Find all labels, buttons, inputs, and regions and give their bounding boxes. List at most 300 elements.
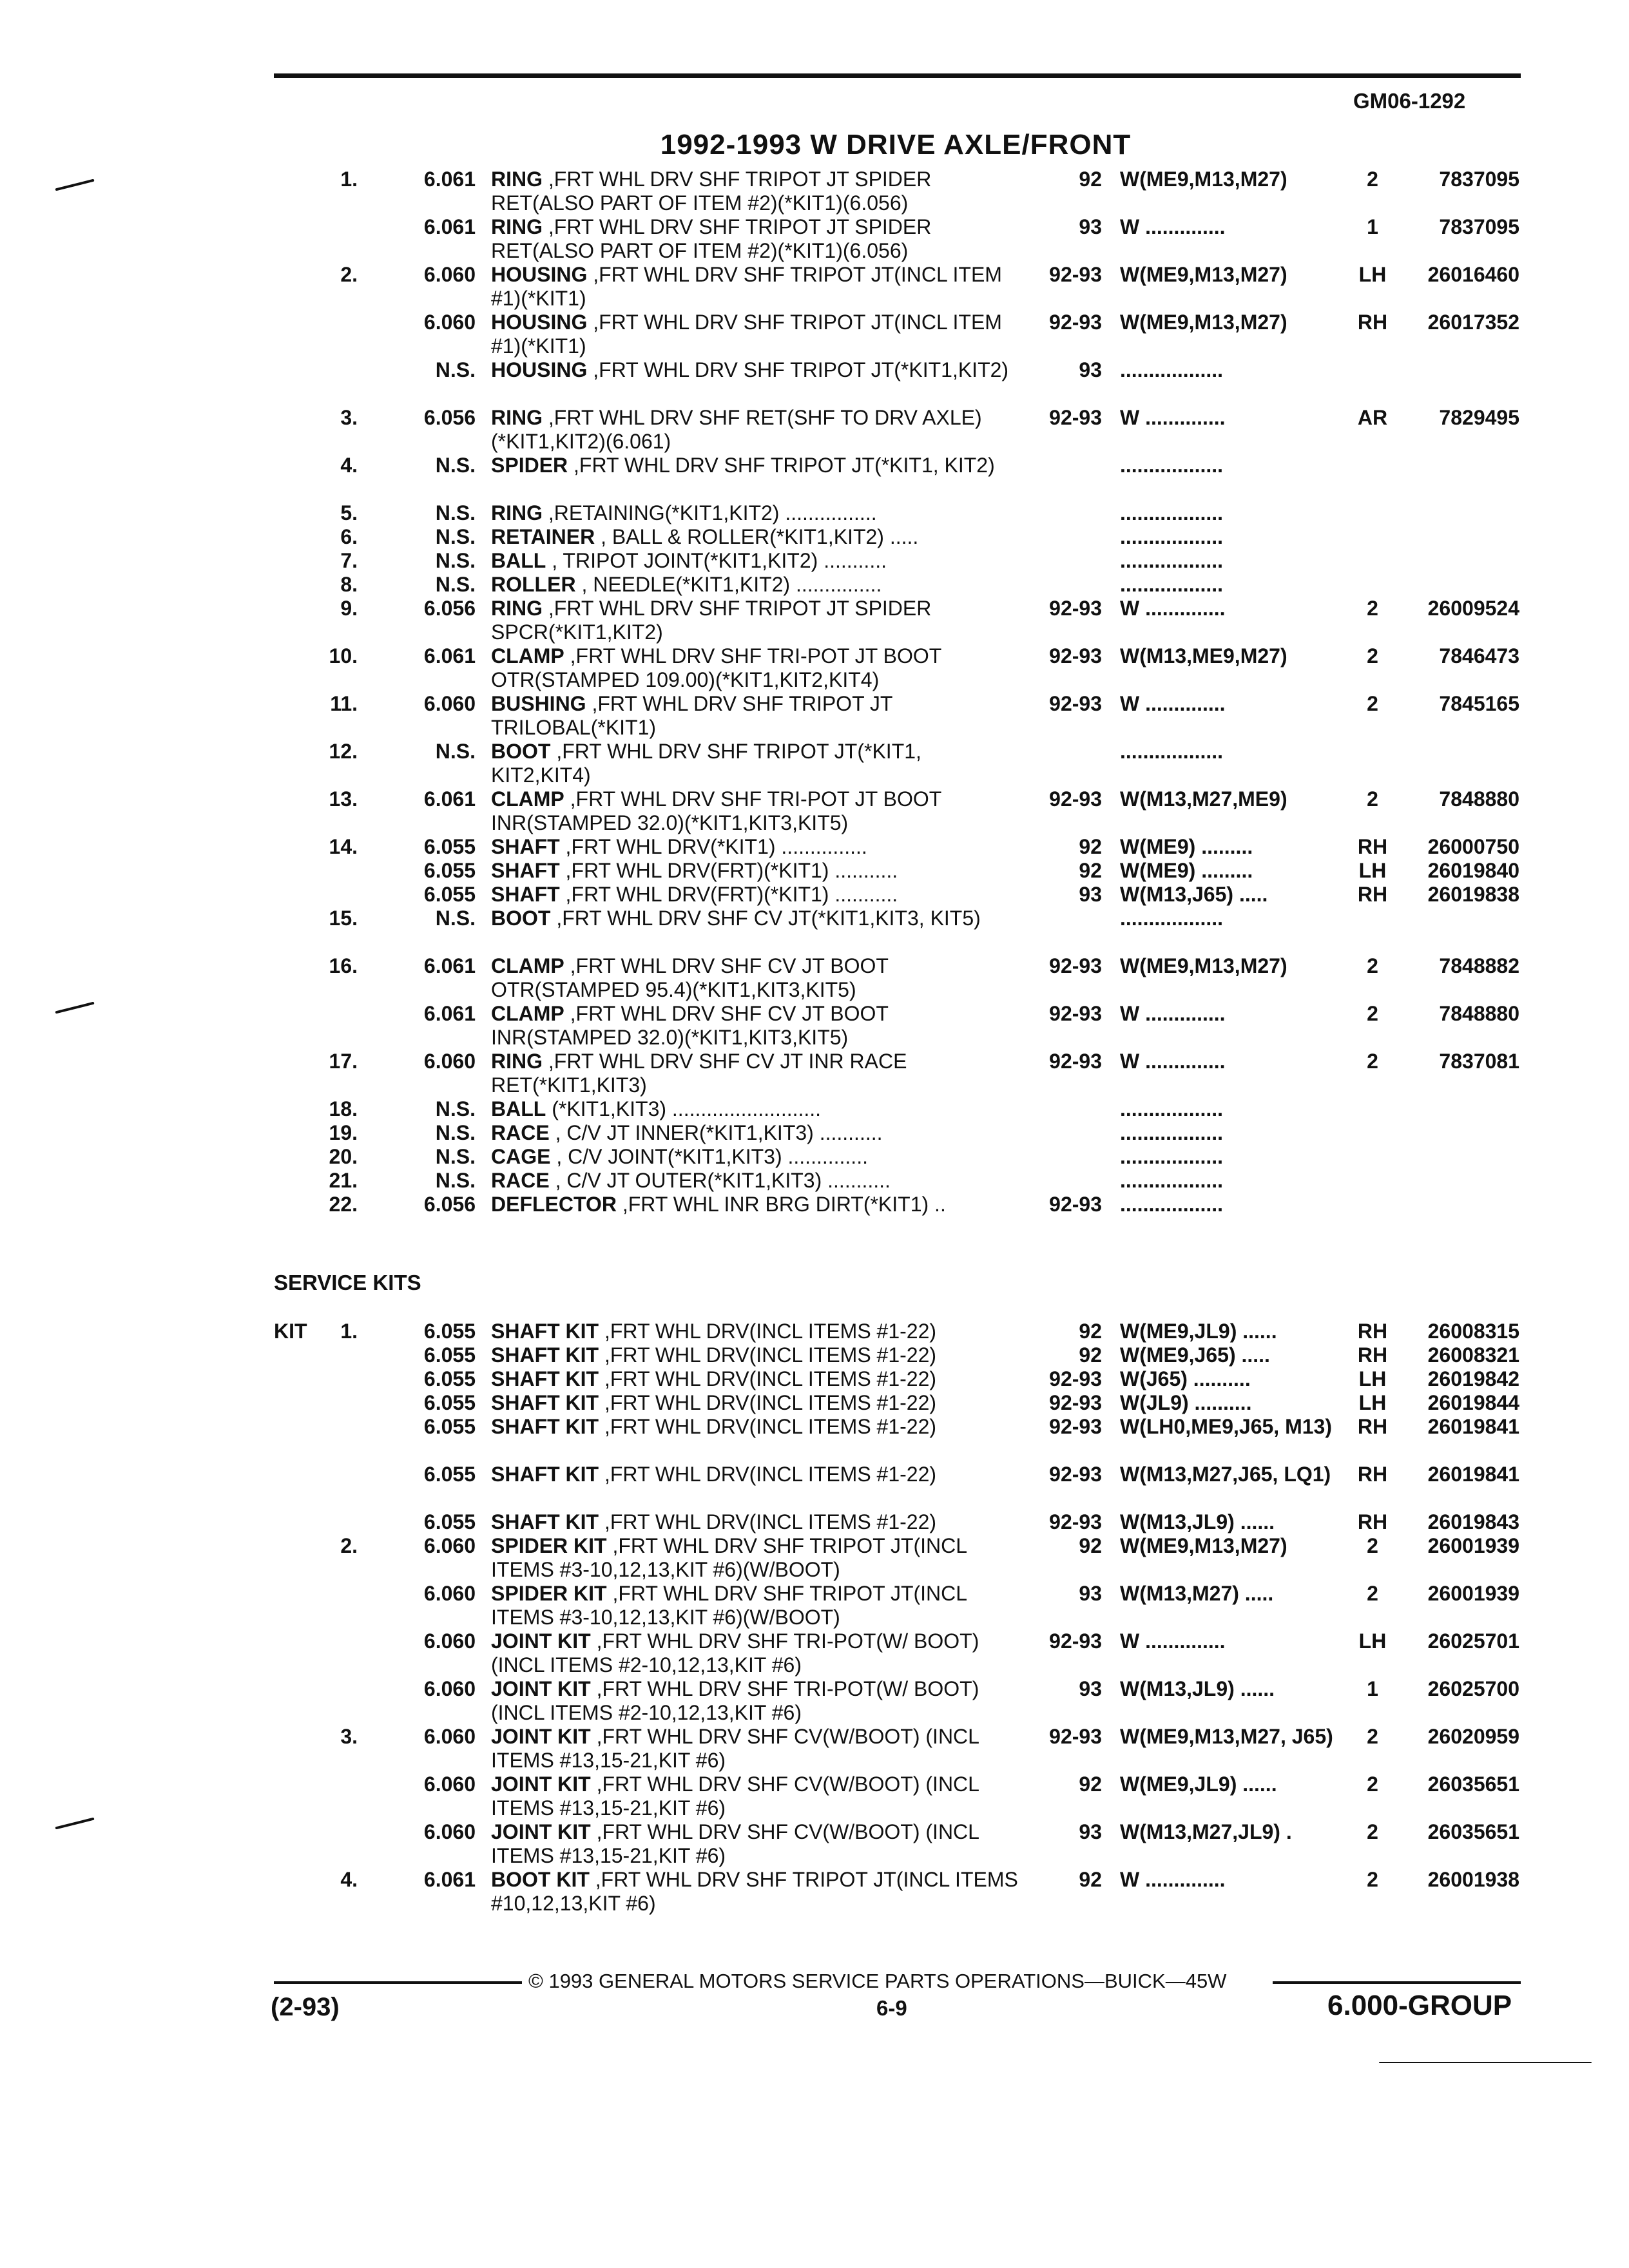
quantity: AR xyxy=(1357,406,1388,429)
model-year: 93 xyxy=(1079,215,1102,238)
part-name: RETAINER xyxy=(491,525,595,548)
application: W(ME9,JL9) ...... xyxy=(1120,1320,1277,1343)
part-detail: ,FRT WHL DRV SHF TRIPOT JT(INCL ITEM #1)(*KIT1) xyxy=(491,263,1002,310)
application: .................. xyxy=(1120,501,1224,524)
part-name: CLAMP xyxy=(491,1002,564,1025)
part-detail: ,FRT WHL DRV SHF TRIPOT JT SPIDER RET(ALSO PART OF ITEM #2)(*KIT1)(6.056) xyxy=(491,168,932,215)
part-detail: ,FRT WHL DRV(INCL ITEMS #1-22) xyxy=(599,1391,937,1414)
application: W .............. xyxy=(1120,1050,1226,1073)
application: W(JL9) .......... xyxy=(1120,1391,1252,1414)
group-number: 6.060 xyxy=(423,263,476,286)
part-description xyxy=(491,1121,1026,1145)
part-description xyxy=(491,549,1026,573)
quantity: RH xyxy=(1357,1415,1388,1438)
model-year: 92-93 xyxy=(1049,1391,1102,1414)
model-year: 92 xyxy=(1079,168,1102,191)
quantity: 2 xyxy=(1367,1725,1378,1748)
part-detail: ,FRT WHL DRV(FRT)(*KIT1) ........... xyxy=(559,859,898,882)
quantity: RH xyxy=(1357,1510,1388,1533)
group-number: 6.055 xyxy=(423,883,476,906)
part-number: 26001939 xyxy=(1427,1582,1519,1605)
application: W .............. xyxy=(1120,692,1226,715)
part-row xyxy=(0,954,1629,1002)
part-number: 26008315 xyxy=(1427,1320,1519,1343)
model-year: 92-93 xyxy=(1049,644,1102,668)
part-detail: ,FRT WHL DRV SHF CV JT INR RACE RET(*KIT1,KIT3) xyxy=(491,1050,907,1097)
part-detail: ,FRT WHL DRV(INCL ITEMS #1-22) xyxy=(599,1343,937,1367)
part-row xyxy=(0,859,1629,883)
item-number: 3. xyxy=(340,406,358,429)
part-detail: ,FRT WHL DRV SHF TRIPOT JT(*KIT1, KIT2,KIT4) xyxy=(491,740,921,787)
model-year: 92-93 xyxy=(1049,1002,1102,1025)
part-row xyxy=(0,1343,1629,1367)
document-id: GM06-1292 xyxy=(1353,89,1466,113)
part-row xyxy=(0,740,1629,787)
part-name: RACE xyxy=(491,1169,550,1192)
application: W(J65) .......... xyxy=(1120,1367,1251,1390)
part-name: CLAMP xyxy=(491,644,564,668)
group-number: 6.055 xyxy=(423,1510,476,1533)
application: .................. xyxy=(1120,573,1224,596)
model-year: 92 xyxy=(1079,859,1102,882)
application: W .............. xyxy=(1120,1002,1226,1025)
part-name: SHAFT xyxy=(491,835,560,858)
part-row xyxy=(0,1677,1629,1725)
application: .................. xyxy=(1120,358,1224,381)
quantity: 2 xyxy=(1367,597,1378,620)
part-row xyxy=(0,1193,1629,1216)
group-number: 6.061 xyxy=(423,954,476,977)
model-year: 92-93 xyxy=(1049,1463,1102,1486)
application: .................. xyxy=(1120,1193,1224,1216)
quantity: LH xyxy=(1358,1629,1387,1653)
part-name: SPIDER KIT xyxy=(491,1534,607,1557)
part-name: SHAFT KIT xyxy=(491,1391,599,1414)
application: W(ME9,M13,M27) xyxy=(1120,311,1287,334)
quantity: 1 xyxy=(1367,1677,1378,1700)
part-name: CLAMP xyxy=(491,954,564,977)
top-rule xyxy=(274,73,1521,78)
application: W(ME9,JL9) ...... xyxy=(1120,1773,1277,1796)
footer-rule-right xyxy=(1273,1981,1521,1984)
group-number: 6.060 xyxy=(423,1629,476,1653)
group-label: 6.000-GROUP xyxy=(1327,1990,1512,2021)
item-number: 8. xyxy=(340,573,358,596)
part-detail: ,FRT WHL DRV SHF CV JT(*KIT1,KIT3, KIT5) xyxy=(550,907,981,930)
part-description xyxy=(491,1773,1026,1820)
part-number: 7846473 xyxy=(1439,644,1519,668)
part-number: 7837095 xyxy=(1439,168,1519,191)
part-detail: ,FRT WHL DRV SHF CV(W/BOOT) (INCL ITEMS #13,15-21,KIT #6) xyxy=(491,1773,979,1820)
model-year: 93 xyxy=(1079,1820,1102,1843)
part-name: BOOT xyxy=(491,907,551,930)
part-number: 26016460 xyxy=(1427,263,1519,286)
quantity: RH xyxy=(1357,311,1388,334)
quantity: 2 xyxy=(1367,644,1378,668)
model-year: 92-93 xyxy=(1049,311,1102,334)
part-name: SHAFT KIT xyxy=(491,1510,599,1533)
application: W(ME9,M13,M27) xyxy=(1120,168,1287,191)
part-number: 26019842 xyxy=(1427,1367,1519,1390)
group-number: 6.060 xyxy=(423,1534,476,1557)
part-number: 26019843 xyxy=(1427,1510,1519,1533)
part-description xyxy=(491,454,1026,477)
quantity: RH xyxy=(1357,883,1388,906)
part-number: 26000750 xyxy=(1427,835,1519,858)
application: W(ME9) ......... xyxy=(1120,835,1253,858)
item-number: 14. xyxy=(329,835,358,858)
date-code: (2-93) xyxy=(271,1993,340,2021)
part-number: 7837081 xyxy=(1439,1050,1519,1073)
item-number: 13. xyxy=(329,787,358,811)
group-number: 6.060 xyxy=(423,692,476,715)
part-detail: ,FRT WHL DRV SHF CV JT BOOT OTR(STAMPED 95.4)(*KIT1,KIT3,KIT5) xyxy=(491,954,889,1001)
part-detail: ,FRT WHL DRV(*KIT1) ............... xyxy=(559,835,867,858)
part-description xyxy=(491,1820,1026,1868)
part-row xyxy=(0,1002,1629,1050)
part-description xyxy=(491,1463,1026,1486)
application: W(LH0,ME9,J65, M13) xyxy=(1120,1415,1332,1438)
group-number: 6.060 xyxy=(423,1677,476,1700)
application: W(ME9,M13,M27) xyxy=(1120,263,1287,286)
part-description xyxy=(491,1868,1026,1916)
group-number: 6.056 xyxy=(423,406,476,429)
part-row xyxy=(0,1582,1629,1629)
quantity: LH xyxy=(1358,859,1387,882)
group-number: 6.055 xyxy=(423,1367,476,1390)
part-description xyxy=(491,1169,1026,1193)
part-name: ROLLER xyxy=(491,573,576,596)
item-number: 2. xyxy=(340,1534,358,1557)
quantity: 2 xyxy=(1367,1002,1378,1025)
group-number: 6.061 xyxy=(423,215,476,238)
quantity: RH xyxy=(1357,1343,1388,1367)
part-name: JOINT KIT xyxy=(491,1820,591,1843)
model-year: 92 xyxy=(1079,1868,1102,1891)
part-name: BALL xyxy=(491,1097,546,1120)
group-number: 6.060 xyxy=(423,1820,476,1843)
quantity: 2 xyxy=(1367,168,1378,191)
model-year: 92 xyxy=(1079,1320,1102,1343)
group-number: N.S. xyxy=(435,573,476,596)
group-number: 6.060 xyxy=(423,1773,476,1796)
model-year: 92 xyxy=(1079,1534,1102,1557)
part-name: SHAFT KIT xyxy=(491,1367,599,1390)
part-row xyxy=(0,787,1629,835)
part-number: 26001939 xyxy=(1427,1534,1519,1557)
group-number: 6.056 xyxy=(423,597,476,620)
group-number: 6.060 xyxy=(423,1050,476,1073)
item-number: 21. xyxy=(329,1169,358,1192)
part-detail: ,FRT WHL DRV SHF RET(SHF TO DRV AXLE)(*KIT1,KIT2)(6.061) xyxy=(491,406,982,453)
part-row xyxy=(0,883,1629,907)
part-description xyxy=(491,406,1026,454)
part-name: SHAFT KIT xyxy=(491,1415,599,1438)
application: W(ME9,M13,M27) xyxy=(1120,1534,1287,1557)
service-kits-heading: SERVICE KITS xyxy=(274,1271,421,1294)
part-detail: ,FRT WHL DRV SHF TRIPOT JT(INCL ITEMS #3-10,12,13,KIT #6)(W/BOOT) xyxy=(491,1534,967,1581)
part-row xyxy=(0,1868,1629,1916)
part-name: RACE xyxy=(491,1121,550,1144)
part-description xyxy=(491,1391,1026,1415)
application: .................. xyxy=(1120,740,1224,763)
part-detail: ,FRT WHL DRV(FRT)(*KIT1) ........... xyxy=(559,883,898,906)
group-number: 6.055 xyxy=(423,859,476,882)
part-name: SHAFT KIT xyxy=(491,1343,599,1367)
item-number: 2. xyxy=(340,263,358,286)
part-name: BUSHING xyxy=(491,692,586,715)
part-number: 26020959 xyxy=(1427,1725,1519,1748)
part-description xyxy=(491,597,1026,644)
part-description xyxy=(491,501,1026,525)
part-row xyxy=(0,1773,1629,1820)
group-number: N.S. xyxy=(435,1121,476,1144)
group-number: 6.060 xyxy=(423,1582,476,1605)
quantity: LH xyxy=(1358,1367,1387,1390)
quantity: 2 xyxy=(1367,1534,1378,1557)
group-number: 6.055 xyxy=(423,1463,476,1486)
part-row xyxy=(0,1145,1629,1169)
group-number: 6.061 xyxy=(423,168,476,191)
item-number: 7. xyxy=(340,549,358,572)
part-description xyxy=(491,954,1026,1002)
part-description xyxy=(491,1193,1026,1216)
service-kits-list xyxy=(0,1320,1629,1916)
page-number: 6-9 xyxy=(876,1996,907,2020)
part-description xyxy=(491,644,1026,692)
group-number: 6.055 xyxy=(423,1391,476,1414)
part-detail: ,FRT WHL DRV SHF TRIPOT JT(INCL ITEMS #10,12,13,KIT #6) xyxy=(491,1868,1018,1915)
part-detail: ,FRT WHL INR BRG DIRT(*KIT1) .. xyxy=(616,1193,946,1216)
part-number: 26019838 xyxy=(1427,883,1519,906)
part-description xyxy=(491,1629,1026,1677)
part-detail: ,FRT WHL DRV(INCL ITEMS #1-22) xyxy=(599,1463,937,1486)
application: W(ME9,M13,M27) xyxy=(1120,954,1287,977)
application: .................. xyxy=(1120,1121,1224,1144)
kit-label: KIT xyxy=(274,1320,307,1343)
quantity: 1 xyxy=(1367,215,1378,238)
group-number: N.S. xyxy=(435,1097,476,1120)
group-number: 6.055 xyxy=(423,1415,476,1438)
part-number: 7837095 xyxy=(1439,215,1519,238)
part-row xyxy=(0,549,1629,573)
quantity: RH xyxy=(1357,1320,1388,1343)
model-year: 92 xyxy=(1079,835,1102,858)
quantity: 2 xyxy=(1367,787,1378,811)
part-description xyxy=(491,311,1026,358)
part-description xyxy=(491,1050,1026,1097)
item-number: 3. xyxy=(340,1725,358,1748)
part-description xyxy=(491,1320,1026,1343)
group-number: N.S. xyxy=(435,454,476,477)
part-row xyxy=(0,1534,1629,1582)
item-number: 6. xyxy=(340,525,358,548)
part-row xyxy=(0,1121,1629,1145)
application: W .............. xyxy=(1120,597,1226,620)
model-year: 92-93 xyxy=(1049,263,1102,286)
model-year: 92-93 xyxy=(1049,1193,1102,1216)
quantity: RH xyxy=(1357,1463,1388,1486)
part-row xyxy=(0,311,1629,358)
part-detail: ,FRT WHL DRV SHF TRI-POT(W/ BOOT)(INCL ITEMS #2-10,12,13,KIT #6) xyxy=(491,1629,979,1677)
part-row xyxy=(0,1097,1629,1121)
group-number: 6.055 xyxy=(423,835,476,858)
part-number: 26025700 xyxy=(1427,1677,1519,1700)
part-description xyxy=(491,740,1026,787)
part-row xyxy=(0,1463,1629,1510)
model-year: 92-93 xyxy=(1049,597,1102,620)
part-description xyxy=(491,692,1026,740)
part-name: HOUSING xyxy=(491,263,588,286)
part-number: 26019840 xyxy=(1427,859,1519,882)
item-number: 1. xyxy=(340,1320,358,1343)
application: W(M13,ME9,M27) xyxy=(1120,644,1287,668)
item-number: 22. xyxy=(329,1193,358,1216)
part-description xyxy=(491,1677,1026,1725)
part-row xyxy=(0,1367,1629,1391)
application: .................. xyxy=(1120,454,1224,477)
model-year: 93 xyxy=(1079,358,1102,381)
quantity: LH xyxy=(1358,263,1387,286)
part-name: RING xyxy=(491,501,543,524)
part-row xyxy=(0,501,1629,525)
part-name: SHAFT KIT xyxy=(491,1463,599,1486)
part-row xyxy=(0,1050,1629,1097)
part-description xyxy=(491,1582,1026,1629)
footer-rule-left xyxy=(274,1981,522,1984)
part-name: SPIDER xyxy=(491,454,568,477)
part-description xyxy=(491,835,1026,859)
part-row xyxy=(0,692,1629,740)
part-row xyxy=(0,358,1629,406)
group-number: N.S. xyxy=(435,1145,476,1168)
parts-list xyxy=(0,168,1629,1216)
part-description xyxy=(491,168,1026,215)
part-number: 7845165 xyxy=(1439,692,1519,715)
part-detail: ,FRT WHL DRV(INCL ITEMS #1-22) xyxy=(599,1320,937,1343)
part-description xyxy=(491,1510,1026,1534)
group-number: N.S. xyxy=(435,1169,476,1192)
model-year: 93 xyxy=(1079,1677,1102,1700)
part-row xyxy=(0,1415,1629,1463)
quantity: RH xyxy=(1357,835,1388,858)
application: W .............. xyxy=(1120,1629,1226,1653)
model-year: 92-93 xyxy=(1049,787,1102,811)
part-description xyxy=(491,883,1026,907)
part-description xyxy=(491,1534,1026,1582)
part-description xyxy=(491,263,1026,311)
part-row xyxy=(0,644,1629,692)
part-number: 26009524 xyxy=(1427,597,1519,620)
model-year: 92-93 xyxy=(1049,1367,1102,1390)
item-number: 9. xyxy=(340,597,358,620)
part-detail: , NEEDLE(*KIT1,KIT2) ............... xyxy=(575,573,882,596)
part-detail: ,FRT WHL DRV SHF TRIPOT JT(*KIT1,KIT2) xyxy=(587,358,1009,381)
item-number: 4. xyxy=(340,454,358,477)
item-number: 15. xyxy=(329,907,358,930)
part-detail: ,FRT WHL DRV SHF TRIPOT JT TRILOBAL(*KIT1) xyxy=(491,692,892,739)
part-number: 26019844 xyxy=(1427,1391,1519,1414)
application: .................. xyxy=(1120,1145,1224,1168)
part-number: 26035651 xyxy=(1427,1820,1519,1843)
part-description xyxy=(491,1002,1026,1050)
part-detail: ,RETAINING(*KIT1,KIT2) ................ xyxy=(543,501,877,524)
model-year: 93 xyxy=(1079,1582,1102,1605)
part-name: SHAFT xyxy=(491,883,560,906)
part-description xyxy=(491,1367,1026,1391)
part-detail: ,FRT WHL DRV SHF TRI-POT JT BOOT INR(STAMPED 32.0)(*KIT1,KIT3,KIT5) xyxy=(491,787,941,834)
part-name: JOINT KIT xyxy=(491,1725,591,1748)
part-name: SHAFT xyxy=(491,859,560,882)
part-detail: ,FRT WHL DRV SHF CV JT BOOT INR(STAMPED 32.0)(*KIT1,KIT3,KIT5) xyxy=(491,1002,889,1049)
quantity: 2 xyxy=(1367,692,1378,715)
part-number: 26025701 xyxy=(1427,1629,1519,1653)
quantity: 2 xyxy=(1367,954,1378,977)
model-year: 92-93 xyxy=(1049,1725,1102,1748)
part-detail: ,FRT WHL DRV SHF TRIPOT JT SPIDER RET(ALSO PART OF ITEM #2)(*KIT1)(6.056) xyxy=(491,215,932,262)
model-year: 92-93 xyxy=(1049,954,1102,977)
group-number: 6.055 xyxy=(423,1320,476,1343)
group-number: 6.056 xyxy=(423,1193,476,1216)
item-number: 16. xyxy=(329,954,358,977)
part-row xyxy=(0,1169,1629,1193)
part-row xyxy=(0,1320,1629,1343)
part-name: CAGE xyxy=(491,1145,551,1168)
quantity: 2 xyxy=(1367,1820,1378,1843)
part-detail: , TRIPOT JOINT(*KIT1,KIT2) ........... xyxy=(546,549,887,572)
part-name: HOUSING xyxy=(491,311,588,334)
item-number: 17. xyxy=(329,1050,358,1073)
part-number: 26019841 xyxy=(1427,1415,1519,1438)
part-description xyxy=(491,1343,1026,1367)
group-number: 6.060 xyxy=(423,1725,476,1748)
part-name: BALL xyxy=(491,549,546,572)
model-year: 92-93 xyxy=(1049,1050,1102,1073)
part-number: 7848882 xyxy=(1439,954,1519,977)
part-detail: ,FRT WHL DRV SHF TRIPOT JT(*KIT1, KIT2) xyxy=(568,454,995,477)
part-name: HOUSING xyxy=(491,358,588,381)
quantity: LH xyxy=(1358,1391,1387,1414)
part-row xyxy=(0,835,1629,859)
item-number: 18. xyxy=(329,1097,358,1120)
part-description xyxy=(491,573,1026,597)
part-detail: ,FRT WHL DRV SHF TRI-POT JT BOOT OTR(STAMPED 109.00)(*KIT1,KIT2,KIT4) xyxy=(491,644,941,691)
part-number: 7848880 xyxy=(1439,1002,1519,1025)
part-description xyxy=(491,525,1026,549)
part-name: RING xyxy=(491,168,543,191)
part-name: SPIDER KIT xyxy=(491,1582,607,1605)
application: W(M13,M27,JL9) . xyxy=(1120,1820,1292,1843)
part-name: RING xyxy=(491,1050,543,1073)
part-row xyxy=(0,1820,1629,1868)
model-year: 92-93 xyxy=(1049,406,1102,429)
application: W(M13,JL9) ...... xyxy=(1120,1510,1275,1533)
model-year: 92 xyxy=(1079,1773,1102,1796)
item-number: 1. xyxy=(340,168,358,191)
part-number: 26035651 xyxy=(1427,1773,1519,1796)
application: W(M13,J65) ..... xyxy=(1120,883,1268,906)
group-number: 6.060 xyxy=(423,311,476,334)
model-year: 92 xyxy=(1079,1343,1102,1367)
part-detail: (*KIT1,KIT3) .......................... xyxy=(546,1097,822,1120)
item-number: 19. xyxy=(329,1121,358,1144)
application: W(ME9,J65) ..... xyxy=(1120,1343,1270,1367)
page-title: 1992-1993 W DRIVE AXLE/FRONT xyxy=(660,129,1132,160)
item-number: 4. xyxy=(340,1868,358,1891)
model-year: 93 xyxy=(1079,883,1102,906)
part-description xyxy=(491,215,1026,263)
part-description xyxy=(491,907,1026,930)
